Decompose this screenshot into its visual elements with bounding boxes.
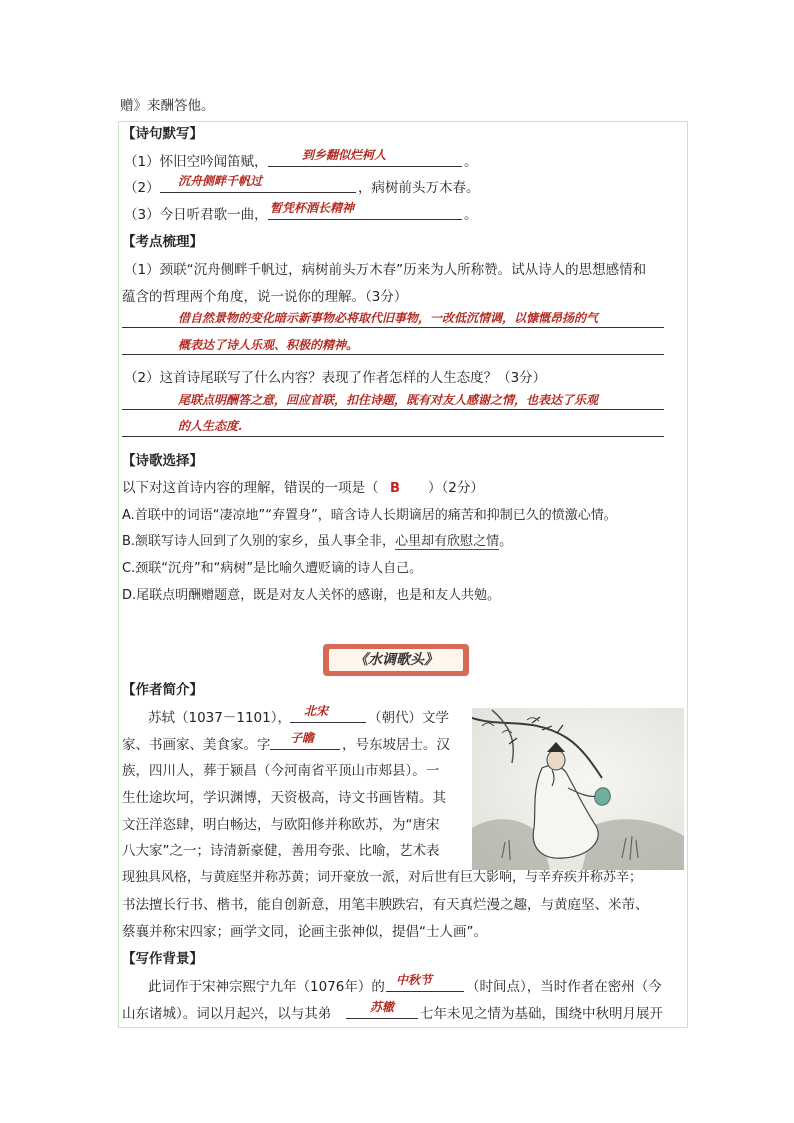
choice-question-prefix: 以下对这首诗内容的理解，错误的一项是（ [122, 480, 379, 496]
author-line2-prefix: 家、书画家、美食家。字 [122, 737, 271, 753]
choice-question-suffix: ）（2分） [428, 480, 484, 496]
recite-q3-answer: 暂凭杯酒长精神 [270, 201, 355, 215]
author-line1-suffix: （朝代）文学 [368, 710, 449, 726]
choice-option-c: C.颈联“沉舟”和“病树”是比喻久遭贬谪的诗人自己。 [122, 561, 423, 576]
analysis-q2-rule2 [122, 436, 664, 437]
choice-heading: 【诗歌选择】 [122, 453, 203, 469]
background-heading: 【写作背景】 [122, 951, 203, 967]
background-brother-answer: 苏辙 [370, 1000, 395, 1014]
choice-option-a: A.首联中的词语“凄凉地”“弃置身”，暗含诗人长期谪居的痛苦和抑制已久的愤激心情。 [122, 508, 617, 523]
recite-q1-prefix: （1）怀旧空吟闻笛赋， [124, 154, 268, 170]
author-line5: 文汪洋恣肆，明白畅达，与欧阳修并称欧苏，为“唐宋 [122, 817, 440, 833]
analysis-q1-answer-line2: 概表达了诗人乐观、积极的精神。 [178, 338, 359, 352]
su-shi-painting-image [472, 708, 684, 870]
choice-option-b-main: B.颔联写诗人回到了久别的家乡，虽人事全非， [122, 534, 396, 549]
choice-option-b-end: 。 [499, 534, 513, 549]
analysis-q1-rule1 [122, 327, 664, 328]
analysis-q1-line2: 蕴含的哲理两个角度，说一说你的理解。（3分） [122, 289, 408, 305]
background-brother-blank[interactable] [346, 1018, 418, 1019]
choice-option-b-marked: 心里却有欣慰之情 [395, 534, 500, 549]
author-line1-prefix: 苏轼（1037－1101）， [148, 710, 291, 726]
analysis-q1-line1: （1）颈联“沉舟侧畔千帆过，病树前头万木春”历来为人所称赞。试从诗人的思想感情和 [124, 262, 647, 278]
author-heading: 【作者简介】 [122, 682, 203, 698]
author-line9: 蔡襄并称宋四家；画学文同，论画主张神似，提倡“士人画”。 [122, 924, 487, 940]
section-title-banner [323, 644, 469, 676]
background-line2-suffix: 七年未见之情为基础，围绕中秋明月展开 [420, 1006, 663, 1022]
analysis-q2-rule1 [122, 409, 664, 410]
intro-line: 赠》来酬答他。 [120, 98, 215, 114]
author-line3: 族，四川人，葬于颍昌（今河南省平顶山市郏县）。一 [122, 763, 440, 779]
analysis-heading: 【考点梳理】 [122, 234, 203, 250]
background-time-blank[interactable] [386, 991, 464, 992]
choice-option-b [122, 532, 512, 552]
section-title: 《水调歌头》 [329, 649, 463, 671]
recite-q1-suffix: 。 [464, 154, 478, 170]
recite-q3-prefix: （3）今日听君歌一曲， [124, 207, 268, 223]
recite-q1-blank[interactable] [268, 166, 462, 167]
author-courtesy-blank[interactable] [270, 749, 340, 750]
background-line1-suffix: （时间点），当时作者在密州（今 [466, 979, 662, 995]
recite-q2-answer: 沉舟侧畔千帆过 [178, 174, 263, 188]
background-line1-prefix: 此词作于宋神宗熙宁九年（1076年）的 [148, 979, 385, 995]
recite-q3-suffix: 。 [464, 207, 478, 223]
background-time-answer: 中秋节 [396, 973, 433, 987]
recite-q2-blank[interactable] [160, 192, 356, 193]
author-line2-suffix: ，号东坡居士。汉 [342, 737, 450, 753]
analysis-q1-rule2 [122, 354, 664, 355]
author-line7: 现独具风格，与黄庭坚并称苏黄；词开豪放一派，对后世有巨大影响，与辛弃疾并称苏辛； [122, 870, 643, 885]
analysis-q2-line1: （2）这首诗尾联写了什么内容？表现了作者怎样的人生态度？（3分） [124, 370, 547, 386]
recite-q2-suffix: ，病树前头万木春。 [358, 180, 480, 196]
analysis-q2-answer-line2: 的人生态度. [178, 419, 243, 433]
author-courtesy-answer: 子瞻 [290, 731, 315, 745]
choice-option-d: D.尾联点明酬赠题意，既是对友人关怀的感谢，也是和友人共勉。 [122, 588, 501, 603]
author-line6: 八大家”之一；诗清新豪健，善用夸张、比喻，艺术表 [122, 843, 440, 859]
recite-q1-answer: 到乡翻似烂柯人 [302, 148, 387, 162]
analysis-q2-answer-line1: 尾联点明酬答之意，回应首联，扣住诗题，既有对友人感谢之情，也表达了乐观 [178, 393, 599, 407]
author-line8: 书法擅长行书、楷书，能自创新意，用笔丰腴跌宕，有天真烂漫之趣，与黄庭坚、米芾、 [122, 897, 649, 913]
author-dynasty-blank[interactable] [290, 722, 366, 723]
choice-answer: B [390, 481, 400, 496]
author-line4: 生仕途坎坷，学识渊博，天资极高，诗文书画皆精。其 [122, 790, 446, 806]
author-dynasty-answer: 北宋 [304, 704, 329, 718]
background-line2-prefix: 山东诸城）。词以月起兴，以与其弟 [122, 1006, 332, 1022]
analysis-q1-answer-line1: 借自然景物的变化暗示新事物必将取代旧事物，一改低沉情调，以慷慨昂扬的气 [178, 311, 599, 325]
recite-q2-prefix: （2） [124, 180, 160, 196]
recite-q3-blank[interactable] [268, 219, 462, 220]
recite-heading: 【诗句默写】 [122, 126, 203, 142]
